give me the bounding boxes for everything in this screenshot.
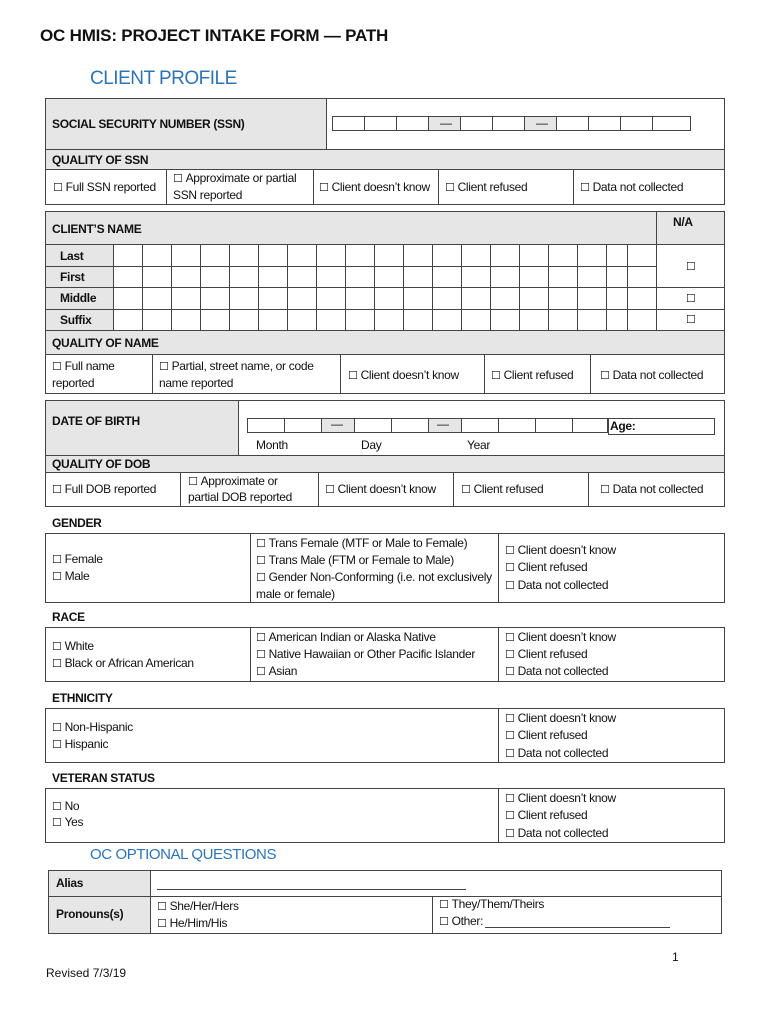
name-header — [45, 211, 725, 245]
ethnicity-refused-option[interactable]: ☐ Client refused — [505, 727, 587, 745]
veteran-table — [45, 788, 725, 843]
name-na-checkbox-3[interactable]: ☐ — [686, 314, 696, 326]
gender-male-option[interactable]: ☐ Male — [52, 568, 89, 586]
ethnicity-label: ETHNICITY — [52, 691, 113, 705]
pronoun-she-option[interactable]: ☐ She/Her/Hers — [157, 898, 239, 916]
race-refused-option[interactable]: ☐ Client refused — [505, 646, 587, 664]
name-suffix-label: Suffix — [60, 313, 92, 327]
name-partial-option[interactable]: ☐ Partial, street name, or code — [159, 358, 314, 376]
revised-date: Revised 7/3/19 — [46, 966, 127, 980]
pronoun-other-option[interactable]: ☐ Other: — [439, 913, 483, 931]
veteran-not-collected-option[interactable]: ☐ Data not collected — [505, 825, 608, 843]
dob-dash-2: — — [437, 417, 449, 431]
dob-refused-option[interactable]: ☐ Client refused — [461, 481, 543, 499]
dob-approx-option[interactable]: ☐ Approximate or — [188, 473, 278, 491]
gender-refused-option[interactable]: ☐ Client refused — [505, 559, 587, 577]
race-pacific-islander-option[interactable]: ☐ Native Hawaiian or Other Pacific Islander — [256, 646, 475, 664]
ethnicity-table — [45, 708, 725, 763]
gender-not-collected-option[interactable]: ☐ Data not collected — [505, 577, 608, 595]
dob-dash-1: — — [331, 417, 343, 431]
name-middle-label: Middle — [60, 291, 97, 305]
dob-not-collected-option[interactable]: ☐ Data not collected — [600, 481, 703, 499]
name-first-label: First — [60, 270, 85, 284]
dob-year-label: Year — [467, 438, 491, 452]
ssn-doesnt-know-option[interactable]: ☐ Client doesn’t know — [319, 179, 430, 197]
ssn-full-option[interactable]: ☐ Full SSN reported — [53, 179, 156, 197]
name-doesnt-know-option[interactable]: ☐ Client doesn’t know — [348, 367, 459, 385]
race-label: RACE — [52, 610, 85, 624]
ssn-dash-2: — — [536, 116, 548, 130]
ethnicity-hispanic-option[interactable]: ☐ Hispanic — [52, 736, 108, 754]
name-na-checkbox-1[interactable]: ☐ — [686, 261, 696, 273]
ssn-approx-option[interactable]: ☐ Approximate or partial — [173, 170, 296, 188]
veteran-refused-option[interactable]: ☐ Client refused — [505, 807, 587, 825]
gender-female-option[interactable]: ☐ Female — [52, 551, 103, 569]
dob-label: DATE OF BIRTH — [52, 414, 140, 428]
gender-doesnt-know-option[interactable]: ☐ Client doesn’t know — [505, 542, 616, 560]
pronoun-other-input-line[interactable] — [485, 927, 670, 928]
veteran-doesnt-know-option[interactable]: ☐ Client doesn’t know — [505, 790, 616, 808]
race-doesnt-know-option[interactable]: ☐ Client doesn’t know — [505, 629, 616, 647]
dob-day-label: Day — [361, 438, 382, 452]
veteran-label: VETERAN STATUS — [52, 771, 155, 785]
name-partial-option-line2: name reported — [159, 376, 234, 390]
name-refused-option[interactable]: ☐ Client refused — [491, 367, 573, 385]
name-full-option[interactable]: ☐ Full name — [52, 358, 115, 376]
age-label: Age: — [610, 419, 636, 433]
ssn-dash-1: — — [440, 116, 452, 130]
name-na-label: N/A — [673, 215, 693, 229]
name-last-label: Last — [60, 249, 84, 263]
client-profile-heading: CLIENT PROFILE — [90, 68, 237, 89]
name-not-collected-option[interactable]: ☐ Data not collected — [600, 367, 703, 385]
ethnicity-non-hispanic-option[interactable]: ☐ Non-Hispanic — [52, 719, 133, 737]
form-title: OC HMIS: PROJECT INTAKE FORM — PATH — [40, 26, 389, 45]
pronoun-he-option[interactable]: ☐ He/Him/His — [157, 915, 227, 933]
pronouns-label: Pronouns(s) — [56, 907, 124, 921]
name-na-checkbox-2[interactable]: ☐ — [686, 293, 696, 305]
name-full-option-line2: reported — [52, 376, 95, 390]
dob-month-label: Month — [256, 438, 288, 452]
dob-approx-option-line2: partial DOB reported — [188, 490, 293, 504]
dob-quality-label: QUALITY OF DOB — [52, 457, 151, 471]
gender-label: GENDER — [52, 516, 102, 530]
ssn-refused-option[interactable]: ☐ Client refused — [445, 179, 527, 197]
ssn-approx-option-line2: SSN reported — [173, 188, 243, 202]
race-black-option[interactable]: ☐ Black or African American — [52, 655, 194, 673]
ethnicity-doesnt-know-option[interactable]: ☐ Client doesn’t know — [505, 710, 616, 728]
gender-nonconforming-option[interactable]: ☐ Gender Non-Conforming (i.e. not exclusively — [256, 569, 492, 587]
gender-trans-female-option[interactable]: ☐ Trans Female (MTF or Male to Female) — [256, 535, 467, 553]
veteran-no-option[interactable]: ☐ No — [52, 798, 79, 816]
veteran-yes-option[interactable]: ☐ Yes — [52, 814, 83, 832]
race-not-collected-option[interactable]: ☐ Data not collected — [505, 663, 608, 681]
pronoun-they-option[interactable]: ☐ They/Them/Theirs — [439, 896, 544, 914]
gender-trans-male-option[interactable]: ☐ Trans Male (FTM or Female to Male) — [256, 552, 454, 570]
race-american-indian-option[interactable]: ☐ American Indian or Alaska Native — [256, 629, 436, 647]
race-white-option[interactable]: ☐ White — [52, 638, 94, 656]
alias-input-line[interactable] — [157, 889, 466, 890]
dob-doesnt-know-option[interactable]: ☐ Client doesn’t know — [325, 481, 436, 499]
dob-label-cell — [45, 400, 239, 456]
ssn-not-collected-option[interactable]: ☐ Data not collected — [580, 179, 683, 197]
dob-full-option[interactable]: ☐ Full DOB reported — [52, 481, 156, 499]
ssn-label: SOCIAL SECURITY NUMBER (SSN) — [52, 117, 245, 131]
race-asian-option[interactable]: ☐ Asian — [256, 663, 297, 681]
optional-heading: OC OPTIONAL QUESTIONS — [90, 846, 277, 863]
alias-label: Alias — [56, 876, 84, 890]
gender-nonconforming-line2: male or female) — [256, 587, 335, 601]
ssn-quality-label: QUALITY OF SSN — [52, 153, 149, 167]
page-number: 1 — [672, 950, 679, 964]
name-label: CLIENT’S NAME — [52, 222, 142, 236]
ethnicity-not-collected-option[interactable]: ☐ Data not collected — [505, 745, 608, 763]
name-quality-label: QUALITY OF NAME — [52, 336, 159, 350]
